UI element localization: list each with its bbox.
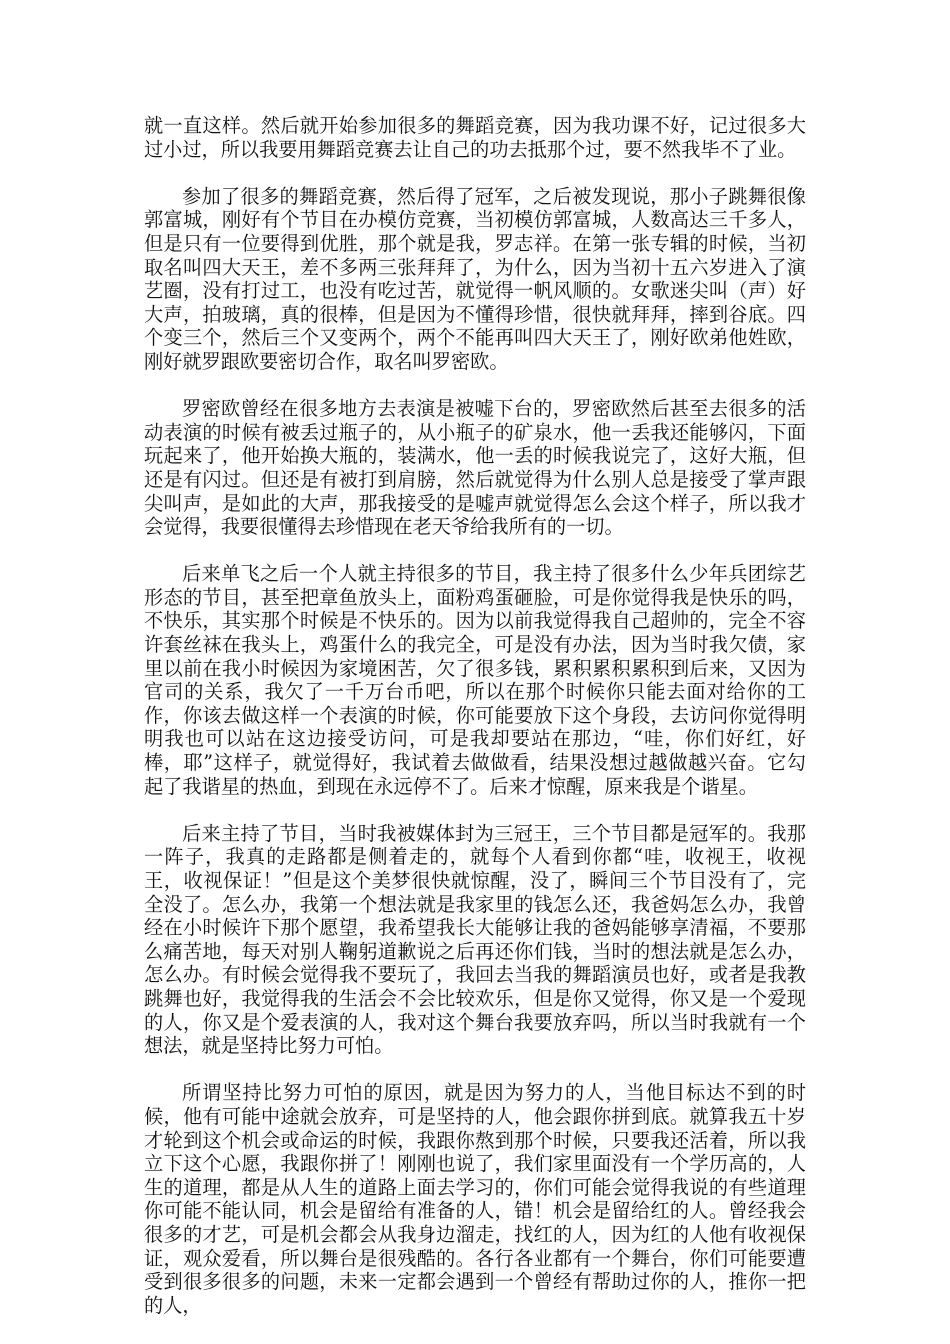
document-body	[144, 114, 806, 1341]
paragraph-3: 罗密欧曾经在很多地方去表演是被嘘下台的，罗密欧然后甚至去很多的活动表演的时候有被丢过瓶子的，从小瓶子的矿泉水，他一丢我还能够闪，下面玩起来了，他开始换大瓶的，装满水，他一丢的时候我说完了，这好大瓶，但还是有闪过。但还是有被打到肩膀，然后就觉得为什么别人总是接受了掌声跟尖叫声，是如此的大声，那我接受的是嘘声就觉得怎么会这个样子，所以我才会觉得，我要很懂得去珍惜现在老天爷给我所有的一切。	[144, 397, 806, 539]
paragraph-6: 所谓坚持比努力可怕的原因，就是因为努力的人，当他目标达不到的时候，他有可能中途就会放弃，可是坚持的人，他会跟你拼到底。就算我五十岁才轮到这个机会或命运的时候，我跟你熬到那个时候，只要我还活着，所以我立下这个心愿，我跟你拼了！刚刚也说了，我们家里面没有一个学历高的，人生的道理，都是从人生的道路上面去学习的，你们可能会觉得我说的有些道理你可能不能认同，机会是留给有准备的人，错！机会是留给红的人。曾经我会很多的才艺，可是机会都会从我身边溜走，找红的人，因为红的人他有收视保证，观众爱看，所以舞台是很残酷的。各行各业都有一个舞台，你们可能要遭受到很多很多的问题，未来一定都会遇到一个曾经有帮助过你的人，推你一把的人，	[144, 1081, 806, 1317]
paragraph-5: 后来主持了节目，当时我被媒体封为三冠王，三个节目都是冠军的。我那一阵子，我真的走路都是侧着走的，就每个人看到你都“哇，收视王，收视王，收视保证！”但是这个美梦很快就惊醒，没了，瞬间三个节目没有了，完全没了。怎么办，我第一个想法就是我家里的钱怎么还，我爸妈怎么办，我曾经在小时候许下那个愿望，我希望我长大能够让我的爸妈能够享清福，不要那么痛苦地，每天对别人鞠躬道歉说之后再还你们钱，当时的想法就是怎么办，怎么办。有时候会觉得我不要玩了，我回去当我的舞蹈演员也好，或者是我教跳舞也好，我觉得我的生活会不会比较欢乐，但是你又觉得，你又是一个爱现的人，你又是个爱表演的人，我对这个舞台我要放弃吗，所以当时我就有一个想法，就是坚持比努力可怕。	[144, 821, 806, 1058]
paragraph-4: 后来单飞之后一个人就主持很多的节目，我主持了很多什么少年兵团综艺形态的节目，甚至把章鱼放头上，面粉鸡蛋砸脸，可是你觉得我是快乐的吗，不快乐，其实那个时候是不快乐的。因为以前我觉得我自己超帅的，完全不容许套丝袜在我头上，鸡蛋什么的我完全，可是没有办法，因为当时我欠债，家里以前在我小时候因为家境困苦，欠了很多钱，累积累积累积到后来，又因为官司的关系，我欠了一千万台币吧，所以在那个时候你只能去面对给你的工作，你该去做这样一个表演的时候，你可能要放下这个身段，去访问你觉得明明我也可以站在这边接受访问，可是我却要站在那边，“哇，你们好红，好棒，耶”这样子，就觉得好，我试着去做做看，结果没想过越做越兴奋。它勾起了我谐星的热血，到现在永远停不了。后来才惊醒，原来我是个谐星。	[144, 562, 806, 798]
paragraph-1: 就一直这样。然后就开始参加很多的舞蹈竞赛，因为我功课不好，记过很多大过小过，所以我要用舞蹈竞赛去让自己的功去抵那个过，要不然我毕不了业。	[144, 114, 806, 161]
paragraph-2: 参加了很多的舞蹈竞赛，然后得了冠军，之后被发现说，那小子跳舞很像郭富城，刚好有个节目在办模仿竞赛，当初模仿郭富城，人数高达三千多人，但是只有一位要得到优胜，那个就是我，罗志祥。在第一张专辑的时候，当初取名叫四大天王，差不多两三张拜拜了，为什么，因为当初十五六岁进入了演艺圈，没有打过工，也没有吃过苦，就觉得一帆风顺的。女歌迷尖叫（声）好大声，拍玻璃，真的很棒，但是因为不懂得珍惜，很快就拜拜，摔到谷底。四个变三个，然后三个又变两个，两个不能再叫四大天王了，刚好欧弟他姓欧，刚好就罗跟欧要密切合作，取名叫罗密欧。	[144, 184, 806, 373]
